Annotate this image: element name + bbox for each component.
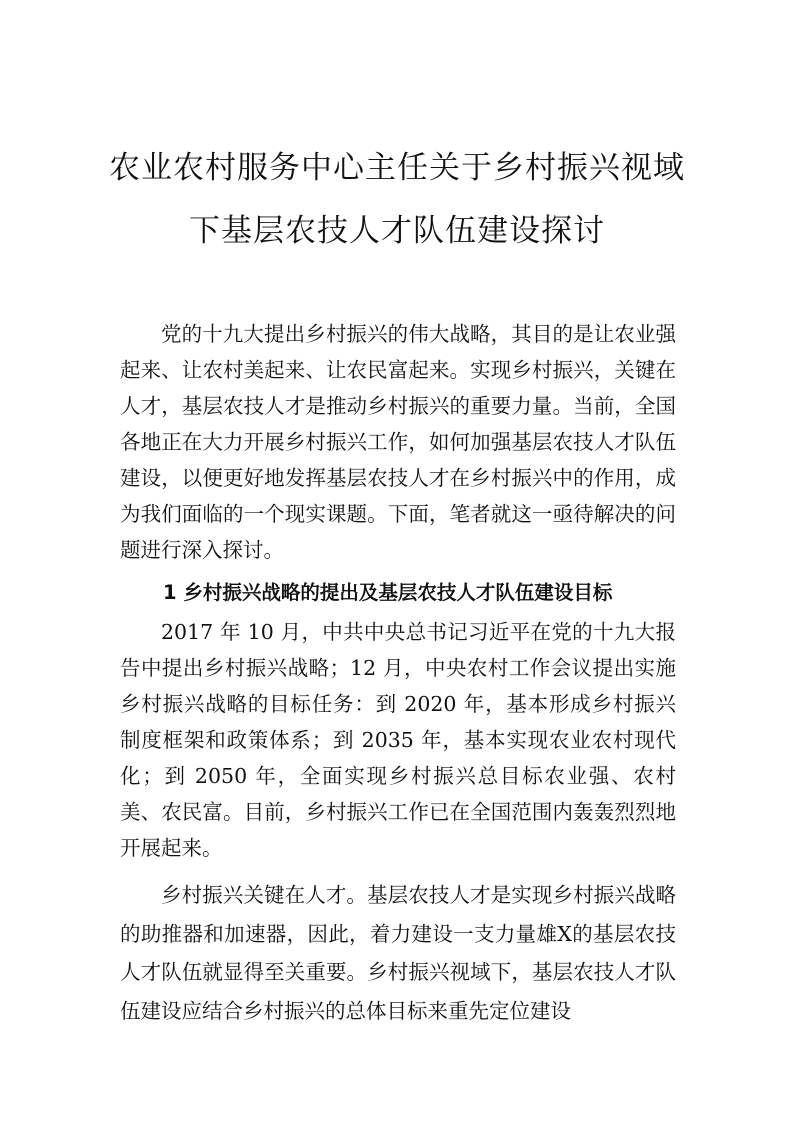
document-title-line-1: 农业农村服务中心主任关于乡村振兴视域	[109, 150, 685, 186]
section-1-paragraph-2: 乡村振兴关键在人才。基层农技人才是实现乡村振兴战略的助推器和加速器，因此，着力建设一支力量雄X的基层农技人才队伍就显得至关重要。乡村振兴视域下，基层农技人才队伍建设应结合乡村振兴的总体目标来重先定位建设	[120, 883, 676, 1023]
section-1-heading: 1 乡村振兴战略的提出及基层农技人才队伍建设目标	[163, 581, 613, 604]
document-title-line-2: 下基层农技人才队伍建设探讨	[189, 213, 605, 249]
section-1-paragraph-1: 2017 年 10 月，中共中央总书记习近平在党的十九大报告中提出乡村振兴战略；12 月，中央农村工作会议提出实施乡村振兴战略的目标任务：到 2020 年，基本形成乡村振兴制度框架和政策体系；到 2035 年，基本实现农业农村现代化；到 2050 年，全面实现乡村振兴总目标农业强、农村美、农民富。目前，乡村振兴工作已在全国范围内轰轰烈烈地开展起来。	[120, 620, 676, 860]
intro-paragraph: 党的十九大提出乡村振兴的伟大战略，其目的是让农业强起来、让农村美起来、让农民富起来。实现乡村振兴，关键在人才，基层农技人才是推动乡村振兴的重要力量。当前，全国各地正在大力开展乡村振兴工作，如何加强基层农技人才队伍建设，以便更好地发挥基层农技人才在乡村振兴中的作用，成为我们面临的一个现实课题。下面，笔者就这一亟待解决的问题进行深入探讨。	[120, 322, 676, 562]
